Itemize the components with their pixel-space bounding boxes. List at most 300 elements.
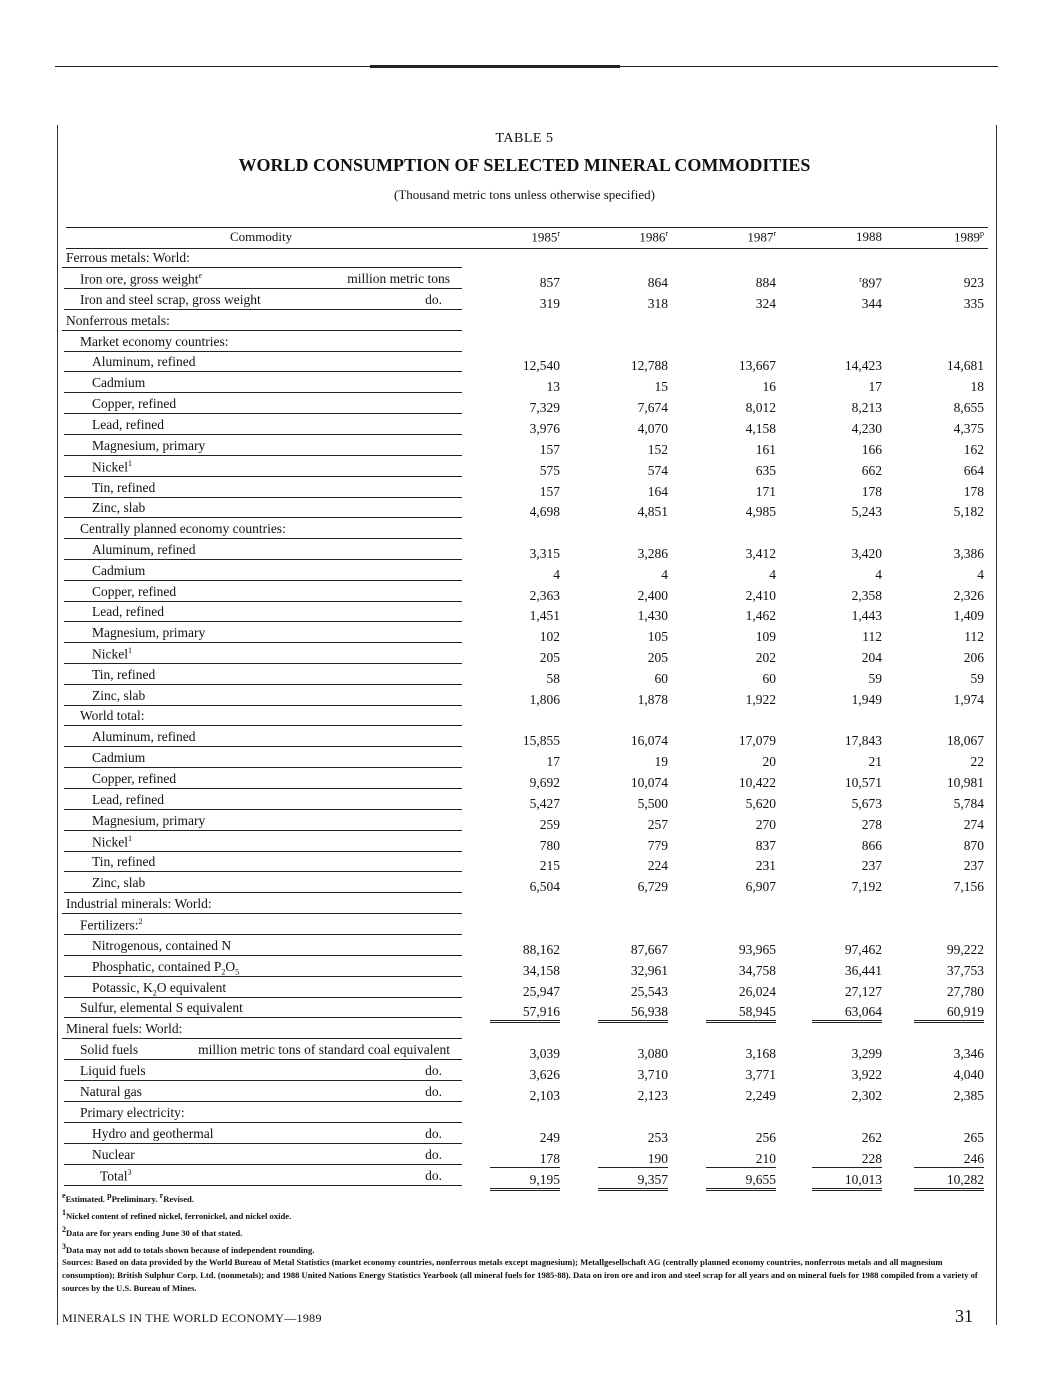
cell-1985: 157 [539, 484, 560, 499]
cell-1986: 32,961 [630, 963, 668, 978]
cell-1987: 171 [755, 484, 776, 499]
row-rule [62, 913, 462, 914]
cell-1985: 575 [539, 463, 560, 478]
cell-1988: 237 [861, 858, 882, 873]
table-row [0, 938, 1049, 958]
cell-1986: 205 [647, 650, 668, 665]
cell-1988: 262 [861, 1130, 882, 1145]
row-label: Nuclear [92, 1147, 135, 1162]
cell-1987: 5,620 [745, 796, 776, 811]
table-row [0, 271, 1049, 291]
row-label: Magnesium, primary [92, 438, 206, 453]
cell-1989: 59 [970, 671, 984, 686]
cell-1987: 4,158 [745, 421, 776, 436]
cell-1987: 3,168 [745, 1046, 776, 1061]
row-rule [64, 559, 462, 560]
table-row [0, 980, 1049, 1000]
row-rule [64, 1185, 462, 1186]
cell-1985: 857 [539, 275, 560, 290]
footnotes [62, 1189, 992, 1295]
cell-1986: 190 [598, 1151, 668, 1168]
cell-1985: 319 [539, 296, 560, 311]
row-label: Magnesium, primary [92, 813, 206, 828]
row-label: Nickel$^1$ [92, 646, 132, 662]
cell-1986: 1,430 [637, 608, 668, 623]
cell-1989: 99,222 [946, 942, 984, 957]
table-row [0, 813, 1049, 833]
cell-1987: 34,758 [738, 963, 776, 978]
table-row [0, 334, 1049, 354]
cell-1987: 58,945 [706, 1004, 776, 1023]
row-label: Tin, refined [92, 854, 156, 869]
cell-1986: 2,123 [637, 1088, 668, 1103]
row-rule [64, 1122, 462, 1123]
cell-1989: 3,346 [953, 1046, 984, 1061]
cell-1986: 5,500 [637, 796, 668, 811]
cell-1987: 9,655 [706, 1172, 776, 1191]
row-label: Zinc, slab [92, 875, 146, 890]
cell-1986: 2,400 [637, 588, 668, 603]
row-rule [64, 830, 462, 831]
row-label: Lead, refined [92, 604, 164, 619]
cell-1988: 278 [861, 817, 882, 832]
cell-1985: 178 [490, 1151, 560, 1168]
row-rule [64, 1059, 462, 1060]
cell-1989: 5,182 [953, 504, 984, 519]
cell-1987: 1,922 [745, 692, 776, 707]
cell-1988: 4,230 [851, 421, 882, 436]
cell-1989: 18 [970, 379, 984, 394]
cell-1987: 109 [755, 629, 776, 644]
cell-1987: 16 [762, 379, 776, 394]
cell-1988: 10,571 [844, 775, 882, 790]
cell-1989: 3,386 [953, 546, 984, 561]
cell-1985: 34,158 [522, 963, 560, 978]
table-row [0, 1168, 1049, 1188]
cell-1987: 4 [769, 567, 776, 582]
table-number: TABLE 5 [495, 131, 554, 146]
cell-1989: 22 [970, 754, 984, 769]
cell-1987: 13,667 [738, 358, 776, 373]
row-unit: do. [425, 1147, 442, 1162]
cell-1986: 10,074 [630, 775, 668, 790]
cell-1989: 2,326 [953, 588, 984, 603]
cell-1989: 10,981 [946, 775, 984, 790]
cell-1985: 4 [553, 567, 560, 582]
row-label: Fertilizers:$^2$ [80, 917, 143, 933]
row-label: Nitrogenous, contained N [92, 938, 232, 953]
cell-1985: 4,698 [529, 504, 560, 519]
row-label: Sulfur, elemental S equivalent [80, 1000, 243, 1015]
row-label: Cadmium [92, 563, 146, 578]
cell-1986: 4,070 [637, 421, 668, 436]
cell-1986: 253 [647, 1130, 668, 1145]
row-label: World total: [80, 708, 145, 723]
row-label: Iron ore, gross weight$^e$ [80, 271, 203, 287]
row-rule [64, 767, 462, 768]
row-rule [64, 601, 462, 602]
cell-1988: 36,441 [844, 963, 882, 978]
row-rule [64, 497, 462, 498]
row-label: Market economy countries: [80, 334, 229, 349]
row-rule [64, 725, 462, 726]
row-unit: do. [425, 1063, 442, 1078]
row-rule [64, 392, 462, 393]
cell-1985: 157 [539, 442, 560, 457]
cell-1989: 162 [963, 442, 984, 457]
row-rule [64, 288, 462, 289]
row-unit: do. [425, 1168, 442, 1183]
cell-1988: 97,462 [844, 942, 882, 957]
cell-1987: 635 [755, 463, 776, 478]
row-rule [64, 892, 462, 893]
cell-1986: 3,710 [637, 1067, 668, 1082]
cell-1989: 335 [963, 296, 984, 311]
row-rule [64, 955, 462, 956]
cell-1987: 270 [755, 817, 776, 832]
cell-1987: 884 [755, 275, 776, 290]
cell-1989: 1,409 [953, 608, 984, 623]
cell-1986: 4 [661, 567, 668, 582]
row-rule [64, 642, 462, 643]
cell-1989: 237 [963, 858, 984, 873]
cell-1989: 4 [977, 567, 984, 582]
row-rule [64, 538, 462, 539]
cell-1988: 178 [861, 484, 882, 499]
cell-1985: 13 [546, 379, 560, 394]
row-rule [64, 705, 462, 706]
row-rule [64, 663, 462, 664]
footnote-sources: Sources: Based on data provided by the World Bureau of Metal Statistics (market economy countries, nonferrous metals except magnesium); Metallgesellschaft AG (centrally planned economy countries, nonferrous metals and all magnesium consumption); British Sulphur Corp. Ltd. (nonmetals); and 1988 United Nations Energy Statistics Yearbook (all mineral fuels for 1985-88). Data on iron ore and iron and steel scrap for all years and on mineral fuels for 1988 compiled from a variety of sources by the U.S. Bureau of Mines. [62, 1257, 978, 1294]
cell-1988: 112 [862, 629, 882, 644]
cell-1987: 202 [755, 650, 776, 665]
cell-1985: 1,451 [529, 608, 560, 623]
cell-1986: 164 [647, 484, 668, 499]
table-row [0, 1126, 1049, 1146]
cell-1986: 779 [647, 838, 668, 853]
cell-1987: 93,965 [738, 942, 776, 957]
cell-1985: 2,363 [529, 588, 560, 603]
row-label: Natural gas [80, 1084, 142, 1099]
cell-1985: 249 [539, 1130, 560, 1145]
cell-1988: 5,243 [851, 504, 882, 519]
cell-1987: 10,422 [738, 775, 776, 790]
row-rule [64, 851, 462, 852]
cell-1986: 60 [654, 671, 668, 686]
cell-1989: 4,040 [953, 1067, 984, 1082]
row-label: Phosphatic, contained $P_2O_5$ [92, 959, 240, 977]
cell-1985: 215 [539, 858, 560, 873]
cell-1989: 10,282 [914, 1172, 984, 1191]
table-row [0, 542, 1049, 562]
cell-1987: 3,771 [745, 1067, 776, 1082]
cell-1988: 17,843 [844, 733, 882, 748]
cell-1989: 664 [963, 463, 984, 478]
row-label: Cadmium [92, 750, 146, 765]
cell-1988: 8,213 [851, 400, 882, 415]
row-label: Centrally planned economy countries: [80, 521, 286, 536]
cell-1986: 224 [647, 858, 668, 873]
table-row [0, 500, 1049, 520]
cell-1986: 3,286 [637, 546, 668, 561]
cell-1985: 3,039 [529, 1046, 560, 1061]
cell-1988: 7,192 [851, 879, 882, 894]
cell-1988: $^r$897 [859, 275, 882, 291]
table-row [0, 625, 1049, 645]
table-title: WORLD CONSUMPTION OF SELECTED MINERAL COMMODITIES [238, 155, 811, 175]
cell-1985: 6,504 [529, 879, 560, 894]
cell-1988: 204 [861, 650, 882, 665]
cell-1988: 3,922 [851, 1067, 882, 1082]
table-row [0, 417, 1049, 437]
row-label: Liquid fuels [80, 1063, 146, 1078]
cell-1986: 257 [647, 817, 668, 832]
cell-1987: 4,985 [745, 504, 776, 519]
cell-1985: 102 [539, 629, 560, 644]
year-header-1986: 1986$^r$ [639, 229, 668, 245]
row-rule [64, 1017, 462, 1018]
cell-1989: 274 [963, 817, 984, 832]
row-label: Nonferrous metals: [66, 313, 170, 328]
row-unit: million metric tons of standard coal equivalent [198, 1042, 450, 1057]
row-label: Tin, refined [92, 480, 156, 495]
row-label: Aluminum, refined [92, 542, 196, 557]
cell-1987: 256 [755, 1130, 776, 1145]
row-rule [64, 976, 462, 977]
table-row [0, 354, 1049, 374]
cell-1989: 1,974 [953, 692, 984, 707]
header-bottom-rule [66, 248, 988, 249]
row-label: Copper, refined [92, 771, 177, 786]
table-row [0, 563, 1049, 583]
year-header-1985: 1985$^r$ [531, 229, 560, 245]
row-unit: million metric tons [347, 271, 450, 286]
cell-1988: 17 [868, 379, 882, 394]
cell-1988: 10,013 [812, 1172, 882, 1191]
cell-1986: 15 [654, 379, 668, 394]
row-label: Nickel$^1$ [92, 834, 132, 850]
cell-1987: 1,462 [745, 608, 776, 623]
cell-1986: 318 [647, 296, 668, 311]
cell-1985: 9,692 [529, 775, 560, 790]
cell-1986: 574 [647, 463, 668, 478]
row-rule [64, 934, 462, 935]
table-row [0, 313, 1049, 333]
cell-1986: 6,729 [637, 879, 668, 894]
cell-1986: 7,674 [637, 400, 668, 415]
table-row [0, 646, 1049, 666]
table-row [0, 771, 1049, 791]
year-header-1989: 1989$^p$ [954, 229, 984, 245]
table-row [0, 584, 1049, 604]
cell-1987: 17,079 [738, 733, 776, 748]
cell-1987: 3,412 [745, 546, 776, 561]
table-row [0, 292, 1049, 312]
table-row [0, 875, 1049, 895]
cell-1985: 25,947 [522, 984, 560, 999]
row-label: Lead, refined [92, 792, 164, 807]
table-row [0, 729, 1049, 749]
cell-1988: 866 [861, 838, 882, 853]
table-row [0, 1084, 1049, 1104]
row-rule [64, 351, 462, 352]
row-label: Lead, refined [92, 417, 164, 432]
cell-1988: 59 [868, 671, 882, 686]
table-row [0, 896, 1049, 916]
table-row [0, 375, 1049, 395]
cell-1989: 18,067 [946, 733, 984, 748]
cell-1988: 662 [861, 463, 882, 478]
cell-1988: 2,302 [851, 1088, 882, 1103]
cell-1986: 16,074 [630, 733, 668, 748]
cell-1988: 1,443 [851, 608, 882, 623]
row-unit: do. [425, 1126, 442, 1141]
cell-1989: 27,780 [946, 984, 984, 999]
cell-1989: 265 [963, 1130, 984, 1145]
row-label: Hydro and geothermal [92, 1126, 214, 1141]
cell-1989: 7,156 [953, 879, 984, 894]
cell-1989: 60,919 [914, 1004, 984, 1023]
running-footer: MINERALS IN THE WORLD ECONOMY—1989 [62, 1311, 322, 1325]
table-row [0, 667, 1049, 687]
cell-1986: 19 [654, 754, 668, 769]
cell-1985: 1,806 [529, 692, 560, 707]
row-label: Copper, refined [92, 396, 177, 411]
cell-1986: 1,878 [637, 692, 668, 707]
table-row [0, 438, 1049, 458]
cell-1986: 105 [647, 629, 668, 644]
row-rule [64, 455, 462, 456]
footnote-2: $^2$Data are for years ending June 30 of that stated. [62, 1224, 243, 1238]
table-row [0, 834, 1049, 854]
cell-1986: 56,938 [598, 1004, 668, 1023]
footnote-marks: $^e$Estimated. $^p$Preliminary. $^r$Revised. [62, 1191, 194, 1204]
cell-1989: 870 [963, 838, 984, 853]
cell-1987: 231 [755, 858, 776, 873]
row-label: Aluminum, refined [92, 729, 196, 744]
cell-1988: 2,358 [851, 588, 882, 603]
cell-1988: 5,673 [851, 796, 882, 811]
row-label: Total$^3$ [100, 1168, 132, 1184]
row-label: Copper, refined [92, 584, 177, 599]
cell-1987: 210 [706, 1151, 776, 1168]
row-rule [64, 517, 462, 518]
cell-1986: 152 [647, 442, 668, 457]
table-row [0, 1000, 1049, 1020]
page-number: 31 [955, 1306, 973, 1326]
year-header-1987: 1987$^r$ [747, 229, 776, 245]
cell-1987: 324 [755, 296, 776, 311]
row-rule [64, 434, 462, 435]
cell-1985: 58 [546, 671, 560, 686]
table-row [0, 1042, 1049, 1062]
cell-1988: 14,423 [844, 358, 882, 373]
table-row [0, 459, 1049, 479]
row-label: Cadmium [92, 375, 146, 390]
cell-1989: 4,375 [953, 421, 984, 436]
row-unit: do. [425, 1084, 442, 1099]
row-label: Zinc, slab [92, 500, 146, 515]
table-row [0, 917, 1049, 937]
cell-1985: 5,427 [529, 796, 560, 811]
row-rule [64, 997, 462, 998]
table-row [0, 604, 1049, 624]
cell-1985: 259 [539, 817, 560, 832]
cell-1985: 12,540 [522, 358, 560, 373]
row-label: Tin, refined [92, 667, 156, 682]
cell-1985: 88,162 [522, 942, 560, 957]
row-label: Magnesium, primary [92, 625, 206, 640]
table-row [0, 1105, 1049, 1125]
cell-1989: 246 [914, 1151, 984, 1168]
row-rule [64, 1080, 462, 1081]
row-rule [64, 476, 462, 477]
cell-1986: 3,080 [637, 1046, 668, 1061]
cell-1986: 25,543 [630, 984, 668, 999]
cell-1986: 9,357 [598, 1172, 668, 1191]
row-rule [64, 413, 462, 414]
year-header-1988: 1988 [856, 229, 882, 244]
cell-1987: 26,024 [738, 984, 776, 999]
cell-1988: 166 [861, 442, 882, 457]
row-rule [64, 684, 462, 685]
cell-1988: 344 [861, 296, 882, 311]
cell-1985: 780 [539, 838, 560, 853]
cell-1988: 3,299 [851, 1046, 882, 1061]
row-rule [62, 330, 462, 331]
row-label: Primary electricity: [80, 1105, 185, 1120]
row-rule [64, 309, 462, 310]
table-row [0, 1147, 1049, 1167]
cell-1985: 15,855 [522, 733, 560, 748]
row-label: Mineral fuels: World: [66, 1021, 183, 1036]
row-label: Nickel$^1$ [92, 459, 132, 475]
table-row [0, 959, 1049, 979]
table-row [0, 396, 1049, 416]
top-rule-accent [370, 65, 620, 68]
footnote-1: $^1$Nickel content of refined nickel, ferronickel, and nickel oxide. [62, 1207, 292, 1221]
cell-1988: 3,420 [851, 546, 882, 561]
cell-1985: 57,916 [490, 1004, 560, 1023]
row-rule [64, 746, 462, 747]
cell-1985: 17 [546, 754, 560, 769]
cell-1988: 228 [812, 1151, 882, 1168]
cell-1986: 4,851 [637, 504, 668, 519]
cell-1987: 6,907 [745, 879, 776, 894]
cell-1986: 12,788 [630, 358, 668, 373]
cell-1986: 864 [647, 275, 668, 290]
row-rule [64, 1164, 462, 1165]
row-label: Aluminum, refined [92, 354, 196, 369]
cell-1987: 8,012 [745, 400, 776, 415]
table-row [0, 708, 1049, 728]
cell-1987: 2,410 [745, 588, 776, 603]
row-rule [64, 1143, 462, 1144]
row-label: Solid fuels [80, 1042, 139, 1057]
cell-1989: 8,655 [953, 400, 984, 415]
row-label: Potassic, $K_2O$ equivalent [92, 980, 227, 998]
table-row [0, 688, 1049, 708]
row-unit: do. [425, 292, 442, 307]
cell-1989: 2,385 [953, 1088, 984, 1103]
table-row [0, 750, 1049, 770]
row-rule [64, 580, 462, 581]
cell-1985: 9,195 [490, 1172, 560, 1191]
row-rule [64, 788, 462, 789]
cell-1988: 21 [868, 754, 882, 769]
header-top-rule [66, 227, 988, 228]
row-rule [64, 621, 462, 622]
